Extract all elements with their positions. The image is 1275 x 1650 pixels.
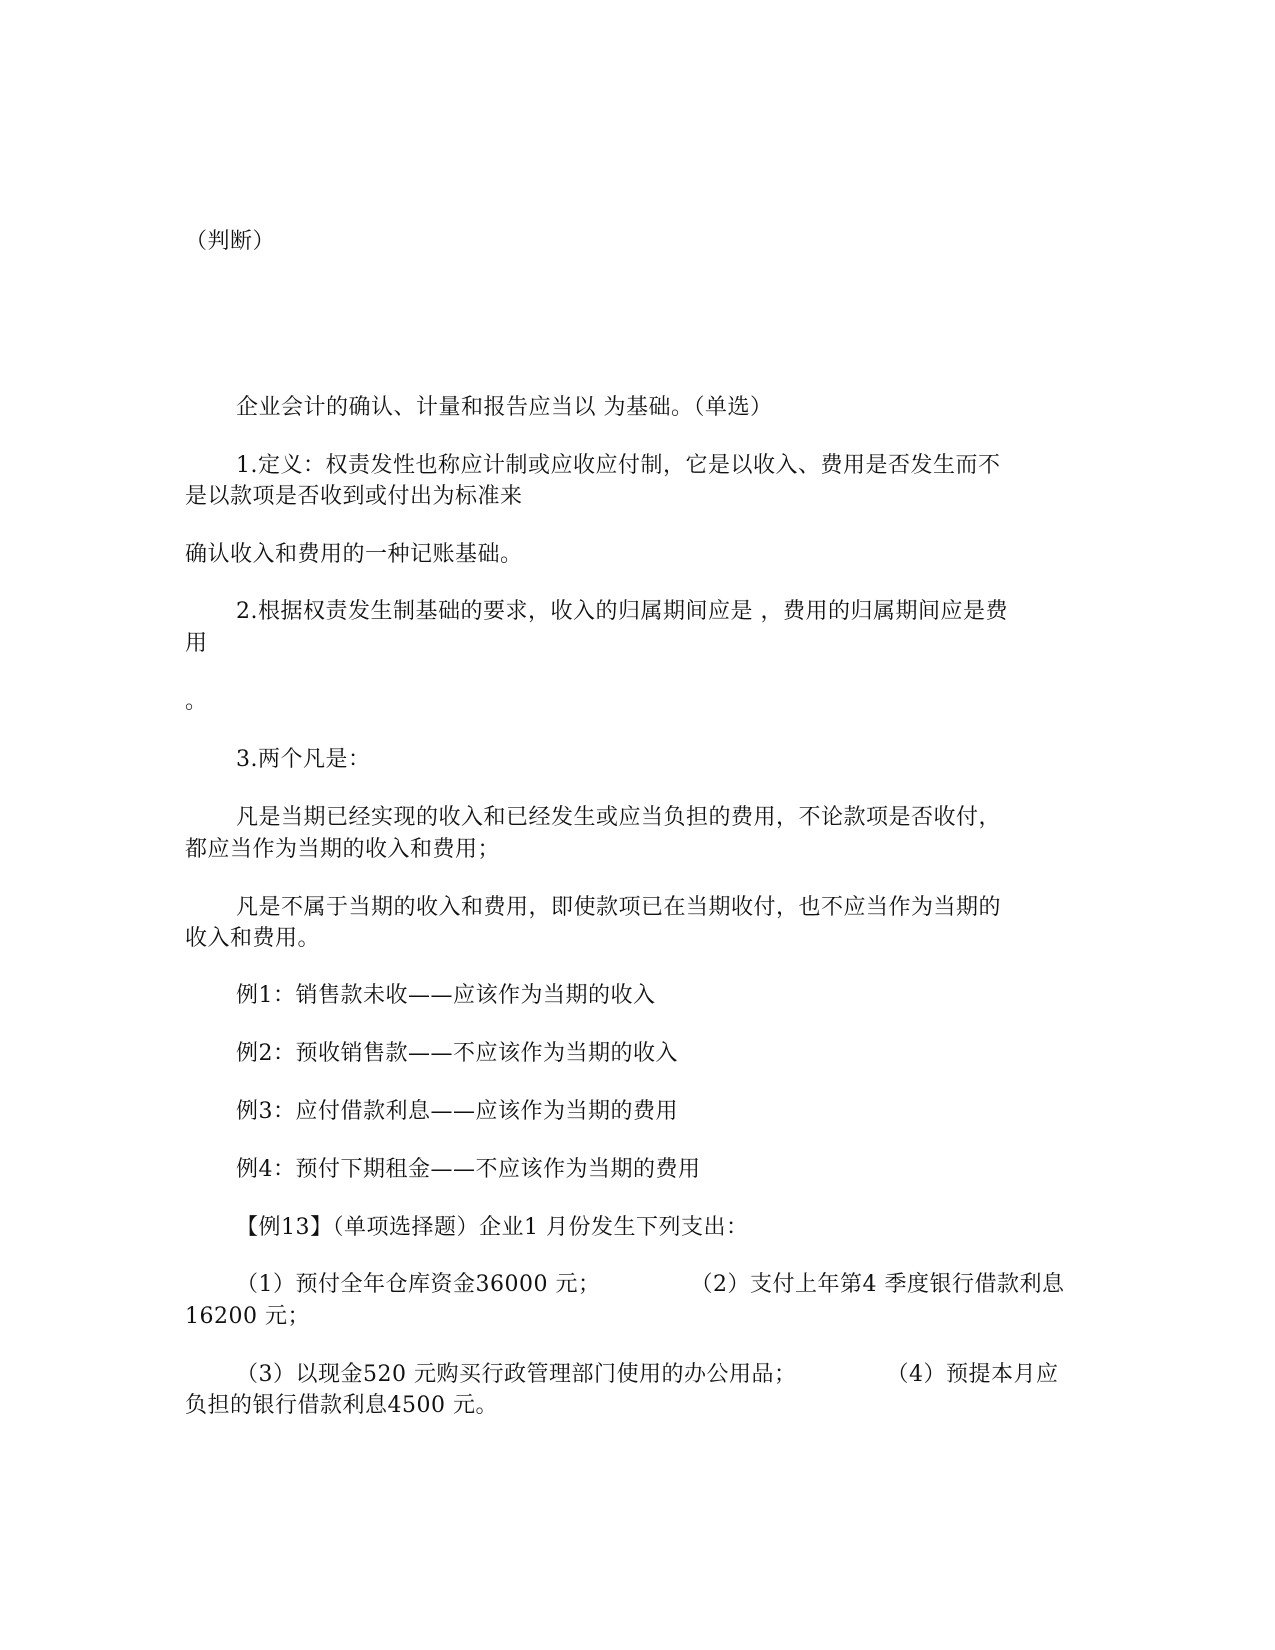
expense-item-2-continued: 16200 元；: [185, 1304, 310, 1329]
example-4: 例4：预付下期租金——不应该作为当期的费用: [236, 1157, 701, 1182]
fanshi-2-line-2: 收入和费用。: [185, 926, 321, 951]
fanshi-2-line-1: 凡是不属于当期的收入和费用，即使款项已在当期收付，也不应当作为当期的: [236, 895, 1002, 920]
requirement-line-2: 用: [185, 631, 208, 656]
expense-item-3: （3）以现金520 元购买行政管理部门使用的办公用品；: [236, 1362, 797, 1387]
expense-item-4-continued: 负担的银行借款利息4500 元。: [185, 1393, 498, 1418]
single-choice-question: 企业会计的确认、计量和报告应当以 为基础。（单选）: [236, 395, 773, 420]
fanshi-1-line-2: 都应当作为当期的收入和费用；: [185, 837, 501, 862]
example-13-heading: 【例13】（单项选择题）企业1 月份发生下列支出：: [236, 1215, 749, 1240]
expense-item-2: （2）支付上年第4 季度银行借款利息: [690, 1272, 1065, 1297]
definition-line-1: 1.定义：权责发性也称应计制或应收应付制，它是以收入、费用是否发生而不: [236, 453, 1001, 478]
expense-items-row-2: [236, 1359, 1058, 1391]
definition-line-2: 是以款项是否收到或付出为标准来: [185, 484, 523, 509]
example-3: 例3：应付借款利息——应该作为当期的费用: [236, 1099, 678, 1124]
requirement-line-1: 2.根据权责发生制基础的要求，收入的归属期间应是 ，费用的归属期间应是费: [236, 599, 1008, 624]
example-2: 例2：预收销售款——不应该作为当期的收入: [236, 1041, 678, 1066]
judge-label: （判断）: [185, 229, 276, 254]
example-1: 例1：销售款未收——应该作为当期的收入: [236, 983, 656, 1008]
two-fanshi-heading: 3.两个凡是：: [236, 747, 371, 772]
expense-item-1: （1）预付全年仓库资金36000 元；: [236, 1272, 601, 1297]
expense-item-4: （4）预提本月应: [886, 1362, 1059, 1387]
definition-line-3: 确认收入和费用的一种记账基础。: [185, 542, 523, 567]
fanshi-1-line-1: 凡是当期已经实现的收入和已经发生或应当负担的费用，不论款项是否收付，: [236, 805, 1002, 830]
requirement-line-3: 。: [185, 689, 208, 714]
expense-items-row-1: [236, 1269, 1064, 1301]
